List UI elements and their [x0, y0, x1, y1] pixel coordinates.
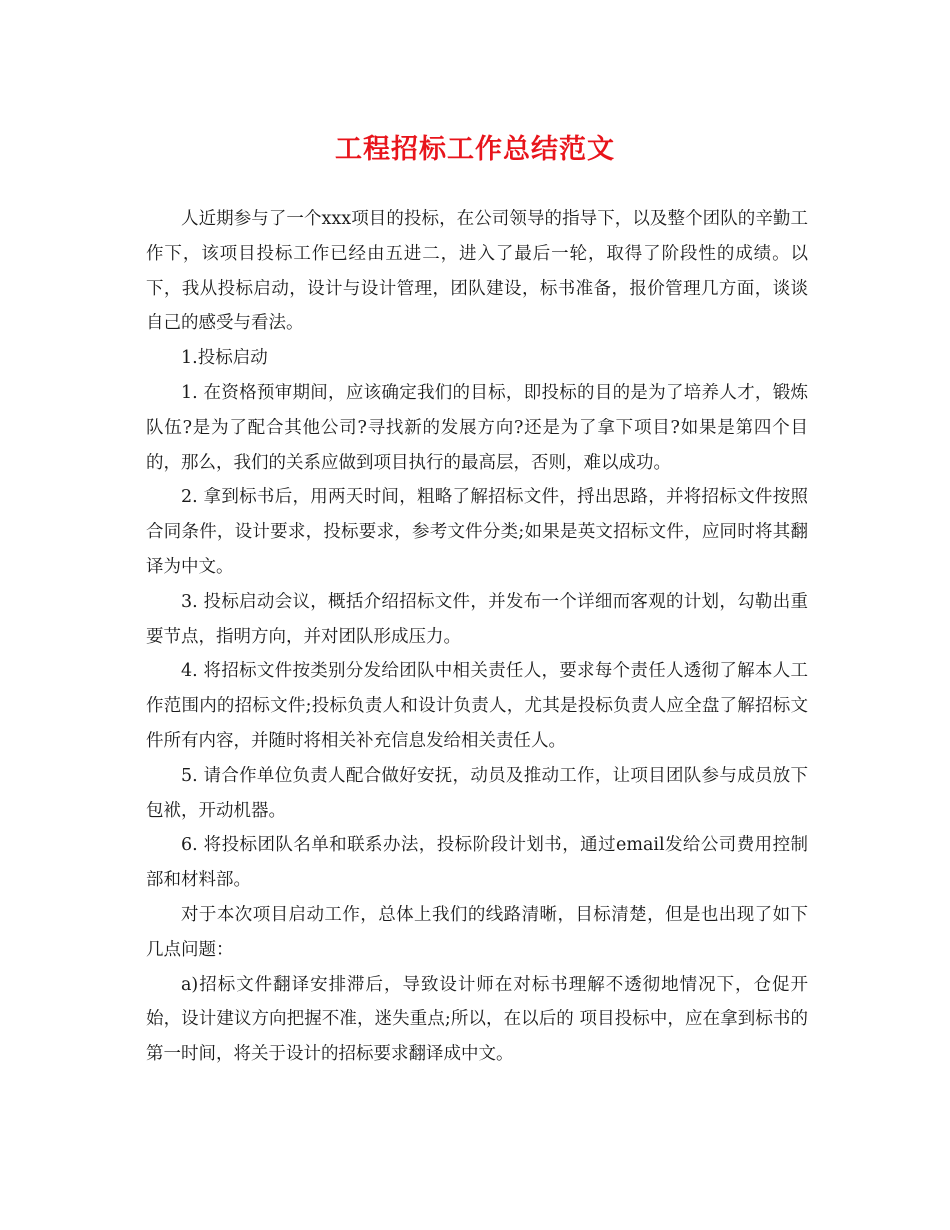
paragraph-item-1: 1. 在资格预审期间，应该确定我们的目标，即投标的目的是为了培养人才，锻炼队伍?是为了配合其他公司?寻找新的发展方向?还是为了拿下项目?如果是第四个目的，那么，我们的关系应做到项目执行的最高层，否则，难以成功。 [146, 382, 808, 473]
paragraph-summary: 对于本次项目启动工作，总体上我们的线路清晰，目标清楚，但是也出现了如下几点问题： [146, 904, 808, 960]
paragraph-item-4: 4. 将招标文件按类别分发给团队中相关责任人，要求每个责任人透彻了解本人工作范围内的招标文件;投标负责人和设计负责人，尤其是投标负责人应全盘了解招标文件所有内容，并随时将相关补充信息发给相关责任人。 [146, 661, 808, 751]
paragraph-item-3: 3. 投标启动会议，概括介绍招标文件，并发布一个详细而客观的计划，勾勒出重要节点，指明方向，并对团队形成压力。 [146, 591, 808, 647]
document-title: 工程招标工作总结范文 [335, 134, 615, 165]
paragraph-item-2: 2. 拿到标书后，用两天时间，粗略了解招标文件，捋出思路，并将招标文件按照合同条件，设计要求，投标要求，参考文件分类;如果是英文招标文件，应同时将其翻译为中文。 [146, 487, 808, 577]
paragraph-issue-a: a)招标文件翻译安排滞后，导致设计师在对标书理解不透彻地情况下，仓促开始，设计建议方向把握不准，迷失重点;所以，在以后的 项目投标中，应在拿到标书的第一时间，将关于设计的招标要求翻译成中文。 [146, 974, 808, 1065]
paragraph-item-5: 5. 请合作单位负责人配合做好安抚，动员及推动工作，让项目团队参与成员放下包袱，开动机器。 [146, 765, 808, 821]
document-body [146, 202, 808, 1072]
paragraph-item-6: 6. 将投标团队名单和联系办法，投标阶段计划书，通过email发给公司费用控制部和材料部。 [146, 835, 808, 891]
paragraph-intro: 人近期参与了一个xxx项目的投标，在公司领导的指导下，以及整个团队的辛勤工作下，该项目投标工作已经由五进二，进入了最后一轮，取得了阶段性的成绩。以下，我从投标启动，设计与设计管理，团队建设，标书准备，报价管理几方面，谈谈自己的感受与看法。 [146, 209, 808, 334]
section-heading-bid-start: 1.投标启动 [181, 348, 268, 369]
